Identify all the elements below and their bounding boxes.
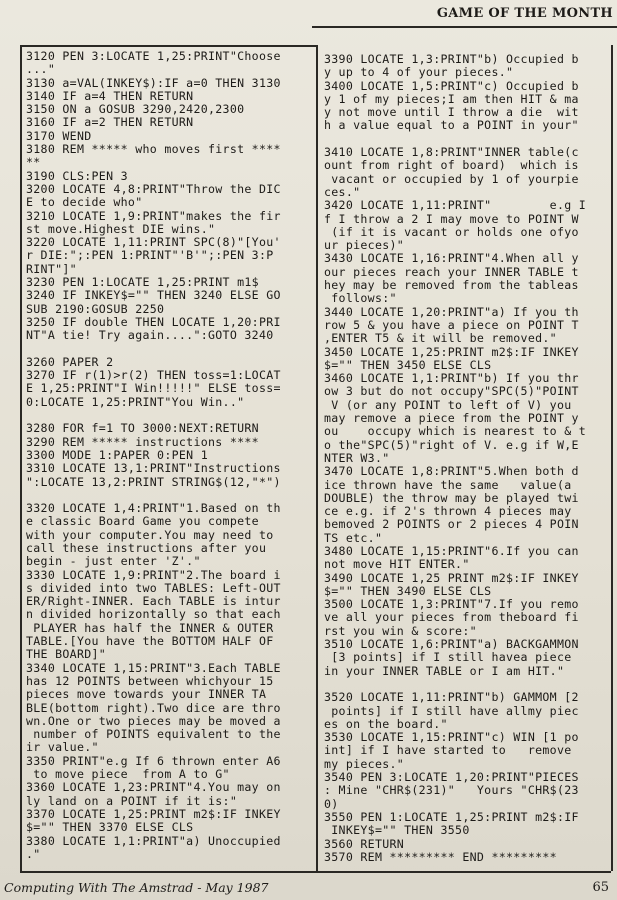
code-line: ,ENTER T5 & it will be removed." <box>324 331 557 346</box>
code-line: in your INNER TABLE or I am HIT." <box>324 663 565 678</box>
code-line: E 1,25:PRINT"I Win!!!!!" ELSE toss= <box>26 381 281 396</box>
code-line: DOUBLE) the throw may be played twi <box>324 490 579 505</box>
code-line: 3140 IF a=4 THEN RETURN <box>26 88 194 103</box>
code-line: PLAYER has half the INNER & OUTER <box>26 620 274 635</box>
code-line: row 5 & you have a piece on POINT T <box>324 317 579 332</box>
code-line: SUB 2190:GOSUB 2250 <box>26 301 165 316</box>
code-line: 3310 LOCATE 13,1:PRINT"Instructions <box>26 461 281 476</box>
code-line: rst you win & score:" <box>324 623 477 638</box>
code-line: 0) <box>324 796 339 811</box>
code-line: vacant or occupied by 1 of yourpie <box>324 171 579 186</box>
code-line: ir value." <box>26 740 99 755</box>
code-line: (if it is vacant or holds one ofyo <box>324 224 579 239</box>
code-line: 3260 PAPER 2 <box>26 354 114 369</box>
code-line: TABLE.[You have the BOTTOM HALF OF <box>26 634 274 649</box>
code-line: call these instructions after you <box>26 540 267 555</box>
section-header <box>312 0 617 28</box>
code-line: 3570 REM ********* END ********* <box>324 849 557 864</box>
code-line: e classic Board Game you compete <box>26 514 259 529</box>
code-line: 3120 PEN 3:LOCATE 1,25:PRINT"Choose <box>26 50 281 63</box>
code-line: 3200 LOCATE 4,8:PRINT"Throw the DIC <box>26 181 281 196</box>
code-line: int] if I have started to remove <box>324 743 572 758</box>
code-line: our pieces reach your INNER TABLE t <box>324 264 579 279</box>
code-line: RINT"]" <box>26 261 77 276</box>
code-line: may remove a piece from the POINT y <box>324 411 579 426</box>
code-line: E to decide who" <box>26 195 143 210</box>
code-line: to move piece from A to G" <box>26 767 230 782</box>
code-line: 3240 IF INKEY$="" THEN 3240 ELSE GO <box>26 288 281 303</box>
code-line: 3430 LOCATE 1,16:PRINT"4.When all y <box>324 251 579 266</box>
code-line: 3250 IF double THEN LOCATE 1,20:PRI <box>26 314 281 329</box>
code-line: 3150 ON a GOSUB 3290,2420,2300 <box>26 102 245 117</box>
code-line: 3220 LOCATE 1,11:PRINT SPC(8)"[You' <box>26 235 281 250</box>
code-line: 3440 LOCATE 1,20:PRINT"a) If you th <box>324 304 579 319</box>
code-line: 3130 a=VAL(INKEY$):IF a=0 THEN 3130 <box>26 75 281 90</box>
code-line: o the"SPC(5)"right of V. e.g if W,E <box>324 437 579 452</box>
frame-right-rule <box>611 45 613 871</box>
code-line: r DIE:";:PEN 1:PRINT"'B'";:PEN 3:P <box>26 248 274 263</box>
code-line: 3490 LOCATE 1,25 PRINT m2$:IF INKEY <box>324 570 579 585</box>
code-line: 3190 CLS:PEN 3 <box>26 168 128 183</box>
code-line: es on the board." <box>324 716 448 731</box>
code-line: 3510 LOCATE 1,6:PRINT"a) BACKGAMMON <box>324 637 579 652</box>
code-line: ." <box>26 846 41 861</box>
code-line: y not move until I throw a die wit <box>324 105 579 120</box>
code-line: INKEY$="" THEN 3550 <box>324 823 470 838</box>
code-line: [3 points] if I still havea piece <box>324 650 572 665</box>
code-line: 3520 LOCATE 1,11:PRINT"b) GAMMOM [2 <box>324 690 579 705</box>
code-line: 3270 IF r(1)>r(2) THEN toss=1:LOCAT <box>26 368 281 383</box>
code-line: h a value equal to a POINT in your" <box>324 118 579 133</box>
code-line: ":LOCATE 13,2:PRINT STRING$(12,"*") <box>26 474 281 489</box>
code-line: $="" THEN 3450 ELSE CLS <box>324 357 492 372</box>
code-line: 3540 PEN 3:LOCATE 1,20:PRINT"PIECES <box>324 770 579 785</box>
code-line: 3460 LOCATE 1,1:PRINT"b) If you thr <box>324 371 579 386</box>
code-line: 3160 IF a=2 THEN RETURN <box>26 115 194 130</box>
code-line: ces." <box>324 184 361 199</box>
code-line: ur pieces)" <box>324 238 405 253</box>
code-line: n divided horizontally so that each <box>26 607 281 622</box>
code-line: ice thrown have the same value(a <box>324 477 572 492</box>
frame-left-rule <box>20 45 22 871</box>
code-line: 3340 LOCATE 1,15:PRINT"3.Each TABLE <box>26 660 281 675</box>
code-line: $="" THEN 3370 ELSE CLS <box>26 820 194 835</box>
code-line: has 12 POINTS between whichyour 15 <box>26 673 274 688</box>
code-line: wn.One or two pieces may be moved a <box>26 713 281 728</box>
code-line: my pieces." <box>324 756 405 771</box>
code-line: 3180 REM ***** who moves first **** <box>26 142 281 157</box>
code-line: : Mine "CHR$(231)" Yours "CHR$(23 <box>324 783 579 798</box>
code-line: $="" THEN 3490 ELSE CLS <box>324 583 492 598</box>
code-line: 3420 LOCATE 1,11:PRINT" e.g I <box>324 198 587 213</box>
code-line: 3320 LOCATE 1,4:PRINT"1.Based on th <box>26 501 281 516</box>
code-line: y 1 of my pieces;I am then HIT & ma <box>324 91 579 106</box>
code-line: 3450 LOCATE 1,25:PRINT m2$:IF INKEY <box>324 344 579 359</box>
code-line: ow 3 but do not occupy"SPC(5)"POINT <box>324 384 579 399</box>
listing-column-left <box>26 50 312 868</box>
code-line: 3480 LOCATE 1,15:PRINT"6.If you can <box>324 543 579 558</box>
code-line: bemoved 2 POINTS or 2 pieces 4 POIN <box>324 517 579 532</box>
code-line: 3370 LOCATE 1,25:PRINT m2$:IF INKEY <box>26 806 281 821</box>
publication-credit: Computing With The Amstrad - May 1987 <box>4 880 269 895</box>
code-line: TS etc." <box>324 530 383 545</box>
code-line: 3530 LOCATE 1,15:PRINT"c) WIN [1 po <box>324 730 579 745</box>
code-line: s divided into two TABLES: Left-OUT <box>26 580 281 595</box>
column-divider <box>316 45 318 871</box>
code-line: 3230 PEN 1:LOCATE 1,25:PRINT m1$ <box>26 275 259 290</box>
code-line: ount from right of board) which is <box>324 158 579 173</box>
code-line: 3500 LOCATE 1,3:PRINT"7.If you remo <box>324 597 579 612</box>
code-line: 3300 MODE 1:PAPER 0:PEN 1 <box>26 447 209 462</box>
page-number: 65 <box>592 880 609 895</box>
code-line: 3360 LOCATE 1,23:PRINT"4.You may on <box>26 780 281 795</box>
code-line: ER/Right-INNER. Each TABLE is intur <box>26 594 281 609</box>
frame-bottom-rule <box>20 871 611 873</box>
code-line: points] if I still have allmy piec <box>324 703 579 718</box>
code-line: 3330 LOCATE 1,9:PRINT"2.The board i <box>26 567 281 582</box>
code-line: f I throw a 2 I may move to POINT W <box>324 211 579 226</box>
listing-column-right <box>324 53 611 868</box>
code-line: st move.Highest DIE wins." <box>26 221 216 236</box>
code-line: 3350 PRINT"e.g If 6 thrown enter A6 <box>26 753 281 768</box>
code-line: BLE(bottom right).Two dice are thro <box>26 700 281 715</box>
code-line: 3470 LOCATE 1,8:PRINT"5.When both d <box>324 464 579 479</box>
code-line: number of POINTS equivalent to the <box>26 727 281 742</box>
code-line: follows:" <box>324 291 397 306</box>
code-line: 3210 LOCATE 1,9:PRINT"makes the fir <box>26 208 281 223</box>
code-line: hey may be removed from the tableas <box>324 278 579 293</box>
code-line: ..." <box>26 62 56 77</box>
code-line: 3560 RETURN <box>324 836 405 851</box>
code-line: 3390 LOCATE 1,3:PRINT"b) Occupied b <box>324 53 579 66</box>
code-line: V (or any POINT to left of V) you <box>324 397 572 412</box>
code-line: with your computer.You may need to <box>26 527 274 542</box>
code-line: pieces move towards your INNER TA <box>26 687 267 702</box>
code-line: 3400 LOCATE 1,5:PRINT"c) Occupied b <box>324 78 579 93</box>
code-line: 3290 REM ***** instructions **** <box>26 434 259 449</box>
code-line: 3280 FOR f=1 TO 3000:NEXT:RETURN <box>26 421 259 436</box>
code-line: 0:LOCATE 1,25:PRINT"You Win.." <box>26 394 245 409</box>
code-line: ou occupy which is nearest to & t <box>324 424 587 439</box>
frame-top-rule <box>20 45 317 47</box>
code-line: y up to 4 of your pieces." <box>324 65 514 80</box>
code-line: ve all your pieces from theboard fi <box>324 610 579 625</box>
code-line: NTER W3." <box>324 450 390 465</box>
code-line: NT"A tie! Try again....":GOTO 3240 <box>26 328 274 343</box>
code-line: not move HIT ENTER." <box>324 557 470 572</box>
code-line: THE BOARD]" <box>26 647 107 662</box>
code-line: ce e.g. if 2's thrown 4 pieces may <box>324 504 572 519</box>
code-line: 3410 LOCATE 1,8:PRINT"INNER table(c <box>324 145 579 160</box>
code-line: 3550 PEN 1:LOCATE 1,25:PRINT m2$:IF <box>324 809 579 824</box>
code-line: 3380 LOCATE 1,1:PRINT"a) Unoccupied <box>26 833 281 848</box>
code-line: ly land on a POINT if it is:" <box>26 793 238 808</box>
section-title: GAME OF THE MONTH <box>436 6 613 21</box>
code-line: ** <box>26 155 41 170</box>
code-line: 3170 WEND <box>26 128 92 143</box>
code-line: begin - just enter 'Z'." <box>26 554 201 569</box>
